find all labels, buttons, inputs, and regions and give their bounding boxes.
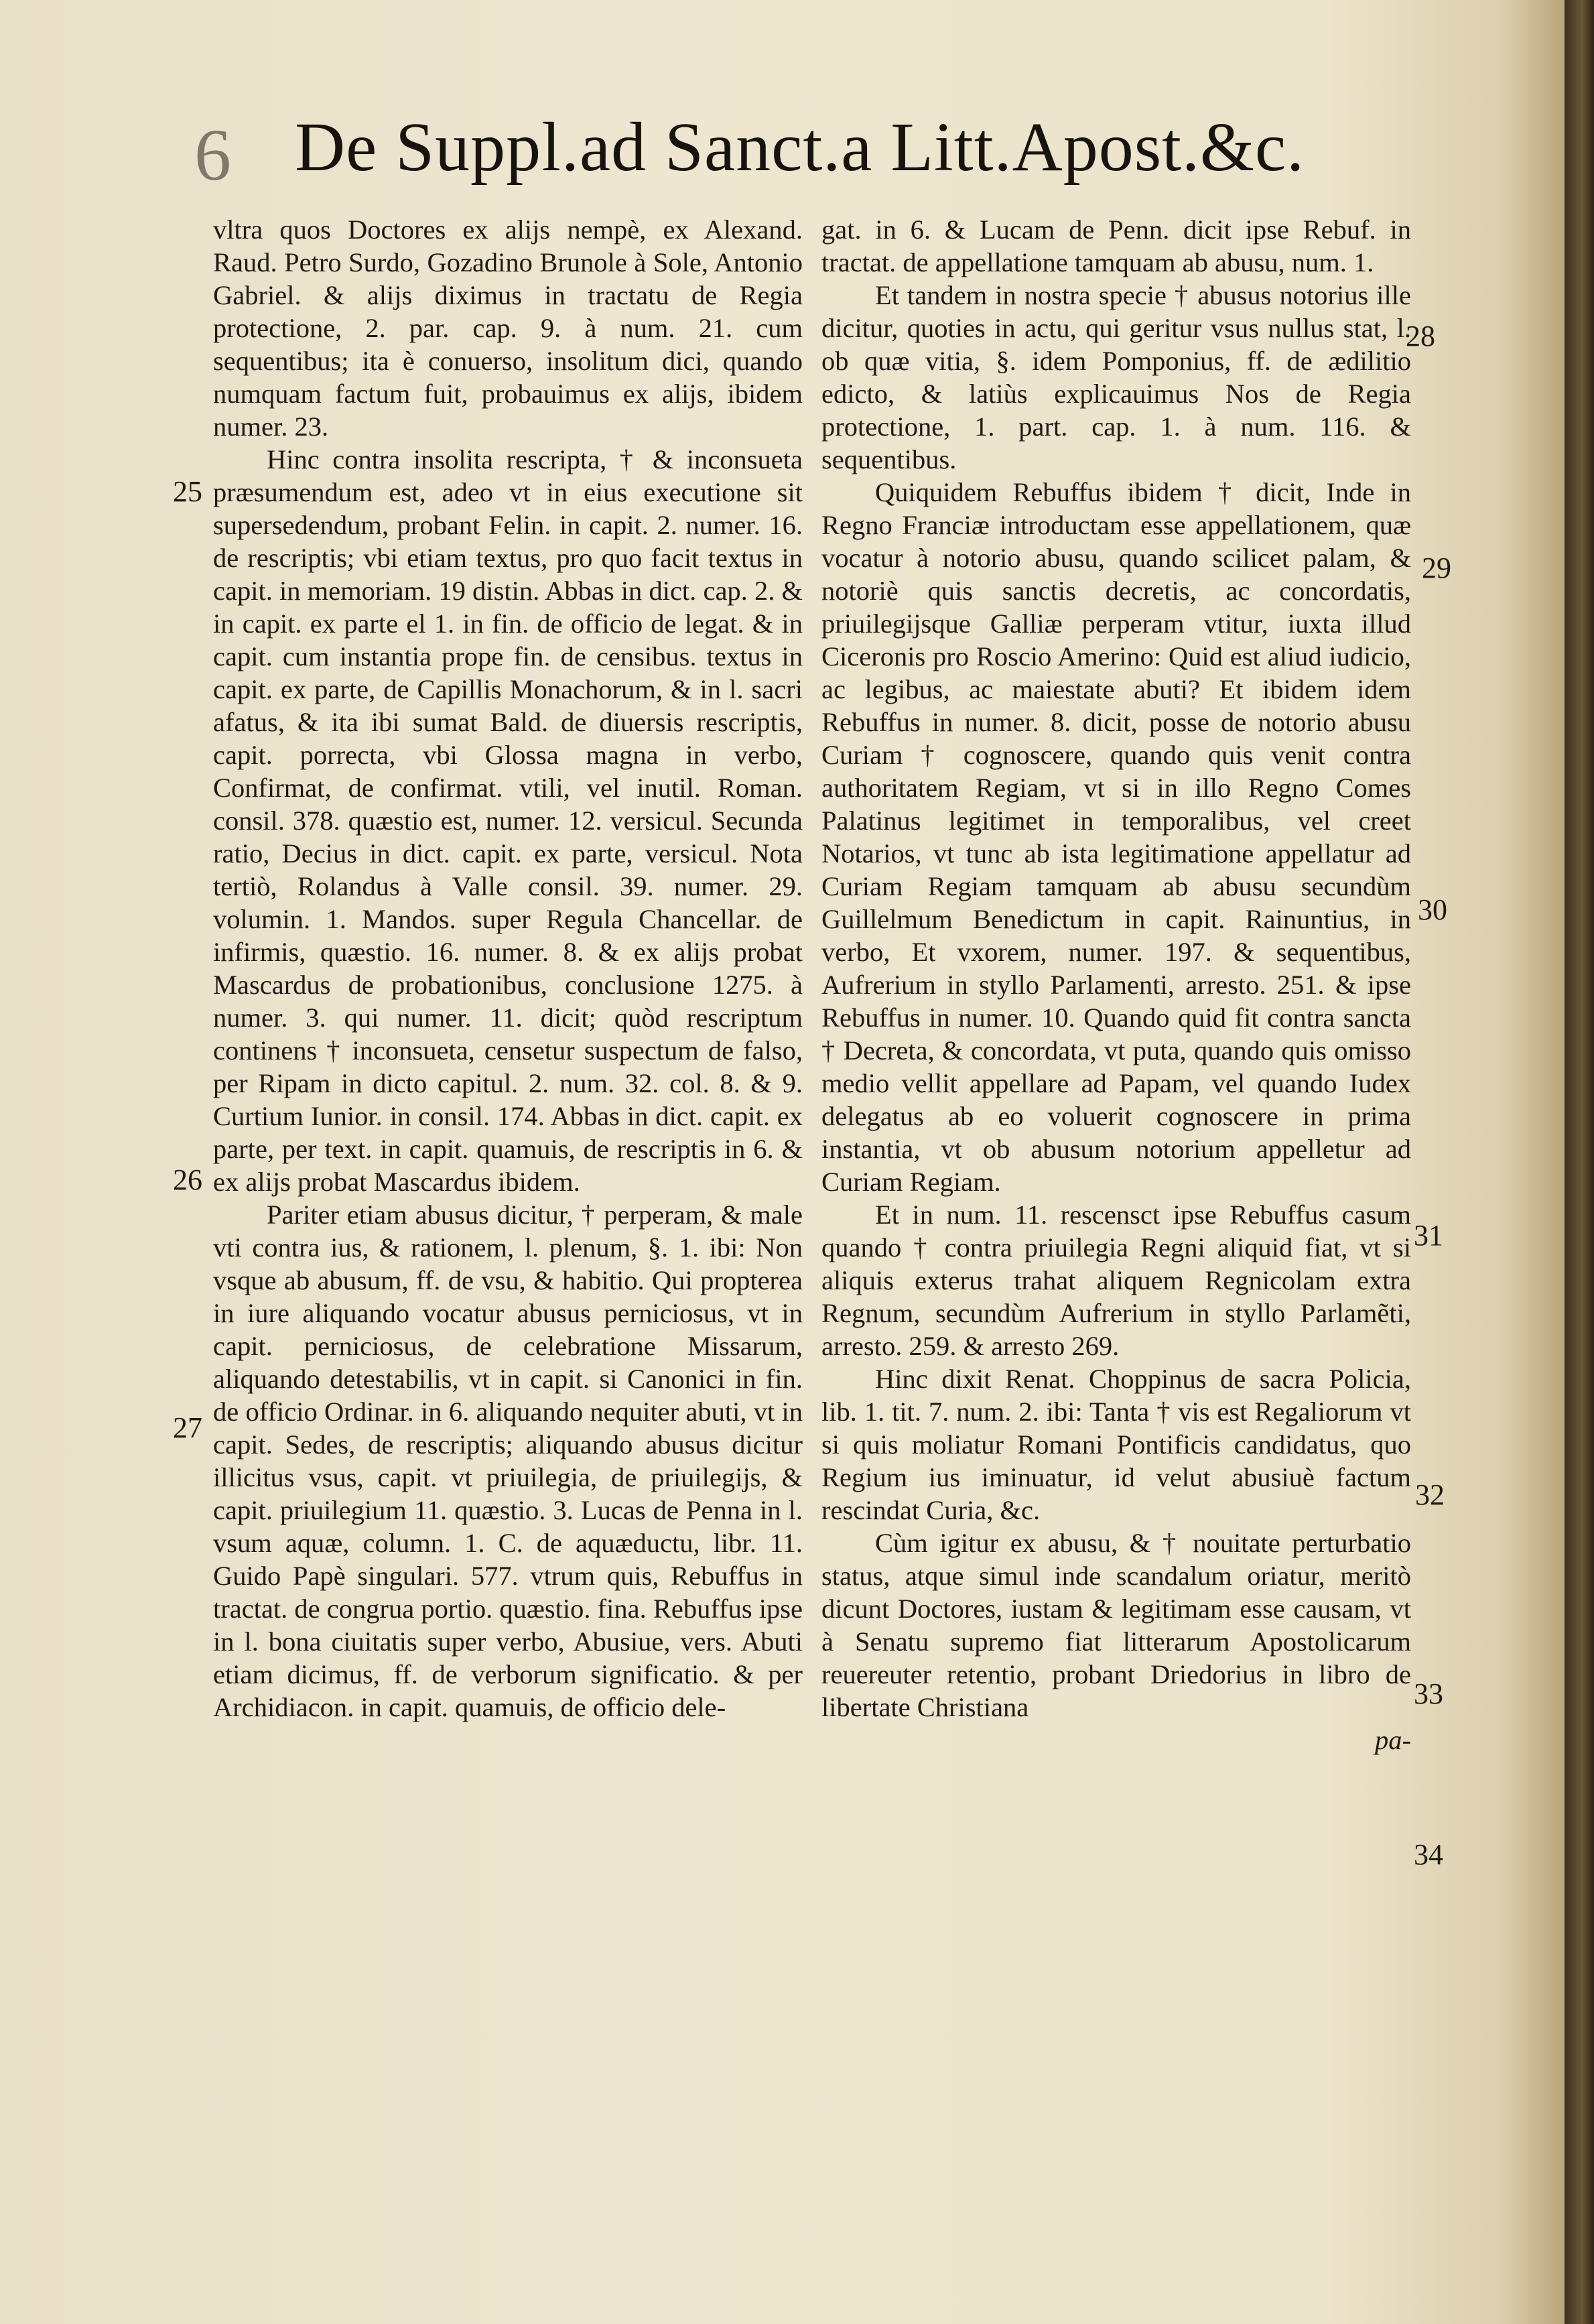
- paragraph: Cùm igitur ex abusu, & † nouitate perturbatio status, atque simul inde scandalum oriatur, meritò dicunt Doctores, iustam & legitimam esse causam, vt à Senatu supremo fiat litterarum Apostolicarum reuereuter retentio, probant Driedorius in libro de libertate Christiana: [821, 1528, 1411, 1722]
- paragraph: gat. in 6. & Lucam de Penn. dicit ipse Rebuf. in tractat. de appellatione tamquam ab abusu, num. 1.: [821, 214, 1411, 277]
- paragraph: Et tandem in nostra specie † abusus notorius ille dicitur, quoties in actu, qui geritur vsus nullus stat, l. ob quæ vitia, §. idem Pomponius, ff. de ædilitio edicto, & latiùs explicauimus Nos de Regia protectione, 1. part. cap. 1. à num. 116. & sequentibus.: [821, 280, 1411, 474]
- margin-number: 27: [173, 1411, 202, 1444]
- running-head: De Suppl.ad Sanct.a Litt.Apost.&c.: [295, 109, 1305, 186]
- paragraph: Pariter etiam abusus dicitur, † perperam, & male vti contra ius, & rationem, l. plenum, §. 1. ibi: Non vsque ab abusum, ff. de vsu, & habitio. Qui propterea in iure aliquando vocatur abusus perniciosus, vt in capit. perniciosus, de celebratione Missarum, aliquando detestabilis, vt in capit. si Canonici in fin. de officio Ordinar. in 6. aliquando nequiter abuti, vt in capit. Sedes, de rescriptis; aliquando abusus dicitur illicitus vsus, capit. vt priuilegia, de priuilegijs, & capit. priuilegium 11. quæstio. 3. Lucas de Penna in l. vsum aquæ, column. 1. C. de aquæductu, libr. 11. Guido Papè singulari. 577. vtrum quis, Rebuffus in tractat. de congrua portio. quæstio. fina. Rebuffus ipse in l. bona ciuitatis super verbo, Abusiue, vers. Abuti etiam dicimus, ff. de verborum significatio. & per Archidiacon. in capit. quamuis, de officio dele-: [213, 1200, 803, 1722]
- catchword: pa-: [1375, 1725, 1411, 1755]
- margin-number: 34: [1414, 1838, 1443, 1871]
- margin-number: 25: [173, 475, 202, 508]
- margin-number: 31: [1414, 1219, 1443, 1252]
- left-column: [213, 213, 803, 1724]
- paragraph: Hinc contra insolita rescripta, † & inconsueta præsumendum est, adeo vt in eius executione sit supersedendum, probant Felin. in capit. 2. numer. 16. de rescriptis; vbi etiam textus, pro quo facit textus in capit. in memoriam. 19 distin. Abbas in dict. cap. 2. & in capit. ex parte el 1. in fin. de officio de legat. & in capit. cum instantia prope fin. de censibus. textus in capit. ex parte, de Capillis Monachorum, & in l. sacri afatus, & ita ibi sumat Bald. de diuersis rescriptis, capit. porrecta, vbi Glossa magna in verbo, Confirmat, de confirmat. vtili, vel inutil. Roman. consil. 378. quæstio est, numer. 12. versicul. Secunda ratio, Decius in dict. capit. ex parte, versicul. Nota tertiò, Rolandus à Valle consil. 39. numer. 29. volumin. 1. Mandos. super Regula Chancellar. de infirmis, quæstio. 16. numer. 8. & ex alijs probat Mascardus de probationibus, conclusione 1275. à numer. 3. qui numer. 11. dicit; quòd rescriptum continens † inconsueta, censetur suspectum de falso, per Ripam in dicto capitul. 2. num. 32. col. 8. & 9. Curtium Iunior. in consil. 174. Abbas in dict. capit. ex parte, per text. in capit. quamuis, de rescriptis in 6. & ex alijs probat Mascardus ibidem.: [213, 444, 803, 1197]
- paragraph: Quiquidem Rebuffus ibidem † dicit, Inde in Regno Franciæ introductam esse appellationem, quæ vocatur à notorio abusu, quando scilicet palam, & notoriè quis sanctis decretis, ac concordatis, priuilegijsque Galliæ perperam vtitur, iuxta illud Ciceronis pro Roscio Amerino: Quid est aliud iudicio, ac legibus, ac maiestate abuti? Et ibidem idem Rebuffus in numer. 8. dicit, posse de notorio abusu Curiam † cognoscere, quando quis venit contra authoritatem Regiam, vt si in illo Regno Comes Palatinus legitimet in temporalibus, vel creet Notarios, vt tunc ab ista legitimatione appellatur ad Curiam Regiam tamquam ab abusu secundùm Guillelmum Benedictum in capit. Rainuntius, in verbo, Et vxorem, numer. 197. & sequentibus, Aufrerium in styllo Parlamenti, arresto. 251. & ipse Rebuffus in numer. 10. Quando quid fit contra sancta † Decreta, & concordata, vt puta, quando quis omisso medio vellit appellare ad Papam, vel quando Iudex delegatus ab eo voluerit cognoscere in prima instantia, vt ob abusum notorium appelletur ad Curiam Regiam.: [821, 477, 1411, 1197]
- paragraph: vltra quos Doctores ex alijs nempè, ex Alexand. Raud. Petro Surdo, Gozadino Brunole à Sole, Antonio Gabriel. & alijs diximus in tractatu de Regia protectione, 2. par. cap. 9. à num. 21. cum sequentibus; ita è conuerso, insolitum dici, quando numquam factum fuit, probauimus ex alijs, ibidem numer. 23.: [213, 214, 803, 442]
- margin-number: 32: [1415, 1478, 1445, 1511]
- paragraph: Et in num. 11. rescensct ipse Rebuffus casum quando † contra priuilegia Regni aliquid fiat, vt si aliquis exterus trahat aliquem Regnicolam extra Regnum, secundùm Aufrerium in styllo Parlamẽti, arresto. 259. & arresto 269.: [821, 1200, 1411, 1361]
- margin-number: 30: [1418, 893, 1447, 926]
- book-fore-edge: [1565, 0, 1594, 2324]
- right-column: [821, 213, 1411, 1756]
- paragraph: Hinc dixit Renat. Choppinus de sacra Policia, lib. 1. tit. 7. num. 2. ibi: Tanta † vis est Regaliorum vt si quis moliatur Romani Pontificis candidatus, quo Regium ius iminuatur, id velut abusiuè factum rescindat Curia, &c.: [821, 1364, 1411, 1525]
- margin-number: 29: [1422, 552, 1451, 584]
- folio-number: 6: [194, 114, 231, 196]
- margin-number: 28: [1406, 320, 1435, 352]
- margin-number: 33: [1414, 1677, 1443, 1710]
- margin-number: 26: [173, 1163, 202, 1196]
